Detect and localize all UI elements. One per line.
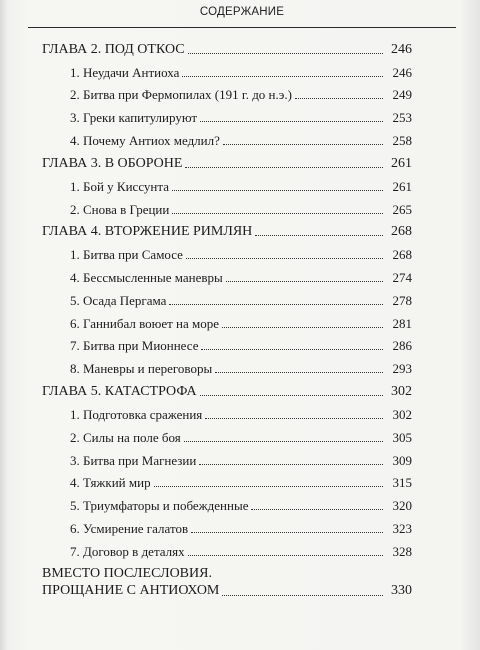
toc-entry	[42, 308, 412, 331]
toc-entry	[42, 399, 412, 422]
toc-entry-page: 315	[392, 475, 412, 491]
toc-entry	[42, 57, 412, 80]
toc-entry-label: 1. Неудачи Антиоха	[70, 64, 180, 80]
toc-entry	[42, 490, 412, 513]
dot-leader	[295, 98, 383, 99]
toc-entry	[42, 34, 412, 57]
dot-leader	[200, 121, 383, 122]
toc-entry-page: 246	[392, 64, 412, 80]
toc-entry-label: ГЛАВА 3. В ОБОРОНЕ	[42, 155, 183, 171]
toc-entry-page: 268	[392, 247, 412, 263]
toc-entry-label: ГЛАВА 5. КАТАСТРОФА	[42, 384, 197, 400]
toc-entry-page: 286	[392, 338, 412, 354]
toc-final-line1: ВМЕСТО ПОСЛЕСЛОВИЯ.	[42, 565, 212, 581]
toc-entry-label: 6. Ганнибал воюет на море	[70, 315, 220, 331]
toc-entry-page: 274	[392, 270, 412, 286]
toc-entry-label: 1. Бой у Киссунта	[70, 178, 169, 194]
toc-entry	[42, 148, 412, 171]
toc-entry-label: 7. Договор в деталях	[70, 543, 185, 559]
dot-leader	[169, 304, 383, 305]
dot-leader	[154, 486, 383, 487]
dot-leader	[184, 441, 383, 442]
toc-entry-label: 3. Битва при Магнезии	[70, 452, 197, 468]
toc-entry-page: 278	[392, 292, 412, 308]
toc-entry	[42, 376, 412, 399]
toc-final-entry	[42, 559, 412, 599]
toc-entry-label: 6. Усмирение галатов	[70, 520, 189, 536]
dot-leader	[188, 555, 383, 556]
toc-entry-page: 305	[392, 429, 412, 445]
dot-leader	[222, 595, 383, 596]
toc-entry-label: 5. Триумфаторы и побежденные	[70, 498, 249, 514]
toc-final-block	[42, 565, 412, 599]
dot-leader	[255, 235, 383, 236]
toc-entry-label: 5. Осада Пергама	[70, 292, 167, 308]
dot-leader	[188, 53, 383, 54]
dot-leader	[215, 372, 383, 373]
toc-entry-label: ГЛАВА 4. ВТОРЖЕНИЕ РИМЛЯН	[42, 224, 253, 240]
toc-entry-page: 293	[392, 361, 412, 377]
dot-leader	[222, 327, 383, 328]
toc-entry-page: 261	[392, 178, 412, 194]
toc-entry	[42, 331, 412, 354]
toc-entry-label: 4. Почему Антиох медлил?	[70, 133, 220, 149]
toc-entry-page: 258	[392, 133, 412, 149]
toc-entry	[42, 171, 412, 194]
dot-leader	[201, 349, 383, 350]
toc-entry-label: 3. Греки капитулируют	[70, 110, 198, 126]
toc-entry-page: 268	[391, 224, 412, 240]
toc-entry-page: 249	[392, 87, 412, 103]
toc-entry-label: 7. Битва при Мионнесе	[70, 338, 199, 354]
toc-entry	[42, 468, 412, 491]
toc-final-line2: ПРОЩАНИЕ С АНТИОХОМ	[42, 582, 220, 598]
toc-entry	[42, 80, 412, 103]
toc-entry-label: ГЛАВА 2. ПОД ОТКОС	[42, 41, 185, 57]
toc-entry-label: 2. Силы на поле боя	[70, 429, 181, 445]
toc-entry-page: 328	[392, 543, 412, 559]
dot-leader	[199, 464, 383, 465]
dot-leader	[182, 76, 383, 77]
toc-entry	[42, 102, 412, 125]
page-title: СОДЕРЖАНИЕ	[199, 6, 285, 18]
toc-entry-page: 309	[392, 452, 412, 468]
dot-leader	[251, 509, 383, 510]
toc-entry-label: 1. Битва при Самосе	[70, 247, 183, 263]
toc-entry	[42, 239, 412, 262]
toc-entry-page: 302	[392, 406, 412, 422]
toc-entry	[42, 422, 412, 445]
toc-entry-page: 261	[391, 155, 412, 171]
toc-entry-label: 4. Бессмысленные маневры	[70, 270, 223, 286]
toc-entry-page: 253	[392, 110, 412, 126]
toc-entry-label: 1. Подготовка сражения	[70, 406, 203, 422]
toc-entry-page: 320	[392, 498, 412, 514]
page-header	[28, 0, 456, 28]
toc-entry	[42, 262, 412, 285]
toc-entry	[42, 125, 412, 148]
toc-entry	[42, 194, 412, 217]
toc-entry-label: 2. Битва при Фермопилах (191 г. до н.э.)	[70, 87, 292, 103]
dot-leader	[172, 213, 383, 214]
toc-entry-page: 281	[392, 315, 412, 331]
toc-final-page: 330	[391, 582, 412, 598]
toc-entry	[42, 353, 412, 376]
toc-final-line2-row	[42, 582, 412, 599]
toc-entry	[42, 285, 412, 308]
toc-entry-label: 8. Маневры и переговоры	[70, 361, 213, 377]
table-of-contents	[42, 34, 412, 599]
dot-leader	[200, 395, 383, 396]
toc-entry	[42, 445, 412, 468]
toc-entry	[42, 513, 412, 536]
toc-entry-label: 4. Тяжкий мир	[70, 475, 151, 491]
dot-leader	[172, 190, 383, 191]
toc-entry-page: 323	[392, 520, 412, 536]
toc-entry-page: 246	[391, 41, 412, 57]
dot-leader	[186, 258, 383, 259]
dot-leader	[185, 167, 383, 168]
toc-entry-page: 302	[391, 384, 412, 400]
toc-entry	[42, 536, 412, 559]
dot-leader	[226, 281, 383, 282]
dot-leader	[205, 418, 383, 419]
toc-entry	[42, 217, 412, 240]
toc-entry-page: 265	[392, 201, 412, 217]
dot-leader	[191, 532, 383, 533]
dot-leader	[223, 144, 383, 145]
toc-entry-label: 2. Снова в Греции	[70, 201, 170, 217]
